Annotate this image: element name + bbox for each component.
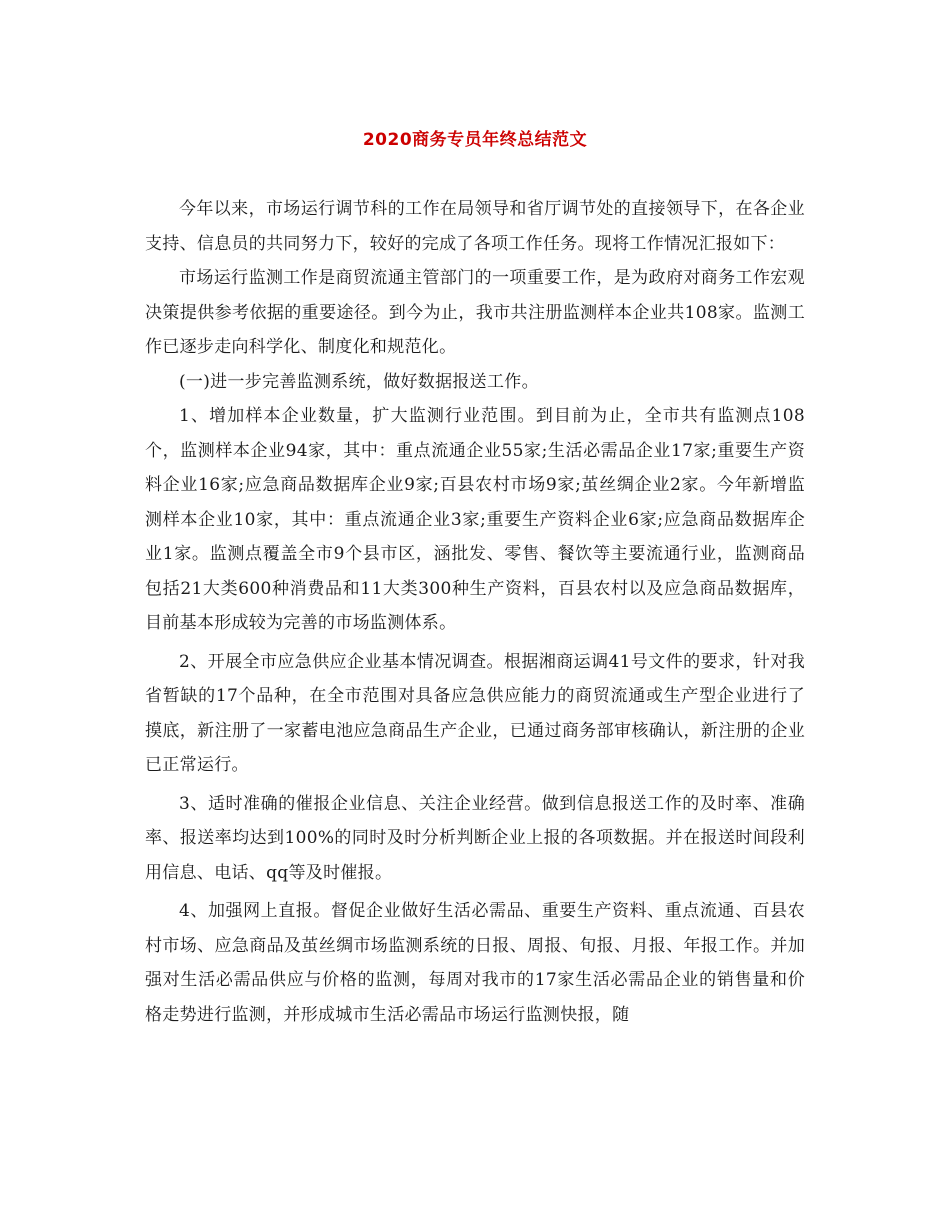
- document-title: 2020商务专员年终总结范文: [362, 130, 588, 150]
- paragraph-monitoring: 市场运行监测工作是商贸流通主管部门的一项重要工作，是为政府对商务工作宏观决策提供参考依据的重要途径。到今为止，我市共注册监测样本企业共108家。监测工作已逐步走向科学化、制度化和规范化。: [145, 268, 805, 357]
- paragraph-intro: 今年以来，市场运行调节科的工作在局领导和省厅调节处的直接领导下，在各企业支持、信息员的共同努力下，较好的完成了各项工作任务。现将工作情况汇报如下：: [145, 199, 805, 254]
- paragraph-item-2: 2、开展全市应急供应企业基本情况调查。根据湘商运调41号文件的要求，针对我省暂缺的17个品种，在全市范围对具备应急供应能力的商贸流通或生产型企业进行了摸底，新注册了一家蓄电池应急商品生产企业，已通过商务部审核确认，新注册的企业已正常运行。: [145, 651, 805, 775]
- paragraph-item-3: 3、适时准确的催报企业信息、关注企业经营。做到信息报送工作的及时率、准确率、报送率均达到100%的同时及时分析判断企业上报的各项数据。并在报送时间段利用信息、电话、qq等及时催报。: [145, 793, 805, 883]
- document-body: [145, 192, 805, 1032]
- section-heading-1: (一)进一步完善监测系统，做好数据报送工作。: [179, 371, 539, 392]
- paragraph-item-4: 4、加强网上直报。督促企业做好生活必需品、重要生产资料、重点流通、百县农村市场、应急商品及茧丝绸市场监测系统的日报、周报、旬报、月报、年报工作。并加强对生活必需品供应与价格的监测，每周对我市的17家生活必需品企业的销售量和价格走势进行监测，并形成城市生活必需品市场运行监测快报，随: [145, 901, 805, 1025]
- paragraph-item-1: 1、增加样本企业数量，扩大监测行业范围。到目前为止，全市共有监测点108个，监测样本企业94家，其中：重点流通企业55家;生活必需品企业17家;重要生产资料企业16家;应急商品数据库企业9家;百县农村市场9家;茧丝绸企业2家。今年新增监测样本企业10家，其中：重点流通企业3家;重要生产资料企业6家;应急商品数据库企业1家。监测点覆盖全市9个县市区，涵批发、零售、餐饮等主要流通行业，监测商品包括21大类600种消费品和11大类300种生产资料，百县农村以及应急商品数据库，目前基本形成较为完善的市场监测体系。: [145, 406, 805, 633]
